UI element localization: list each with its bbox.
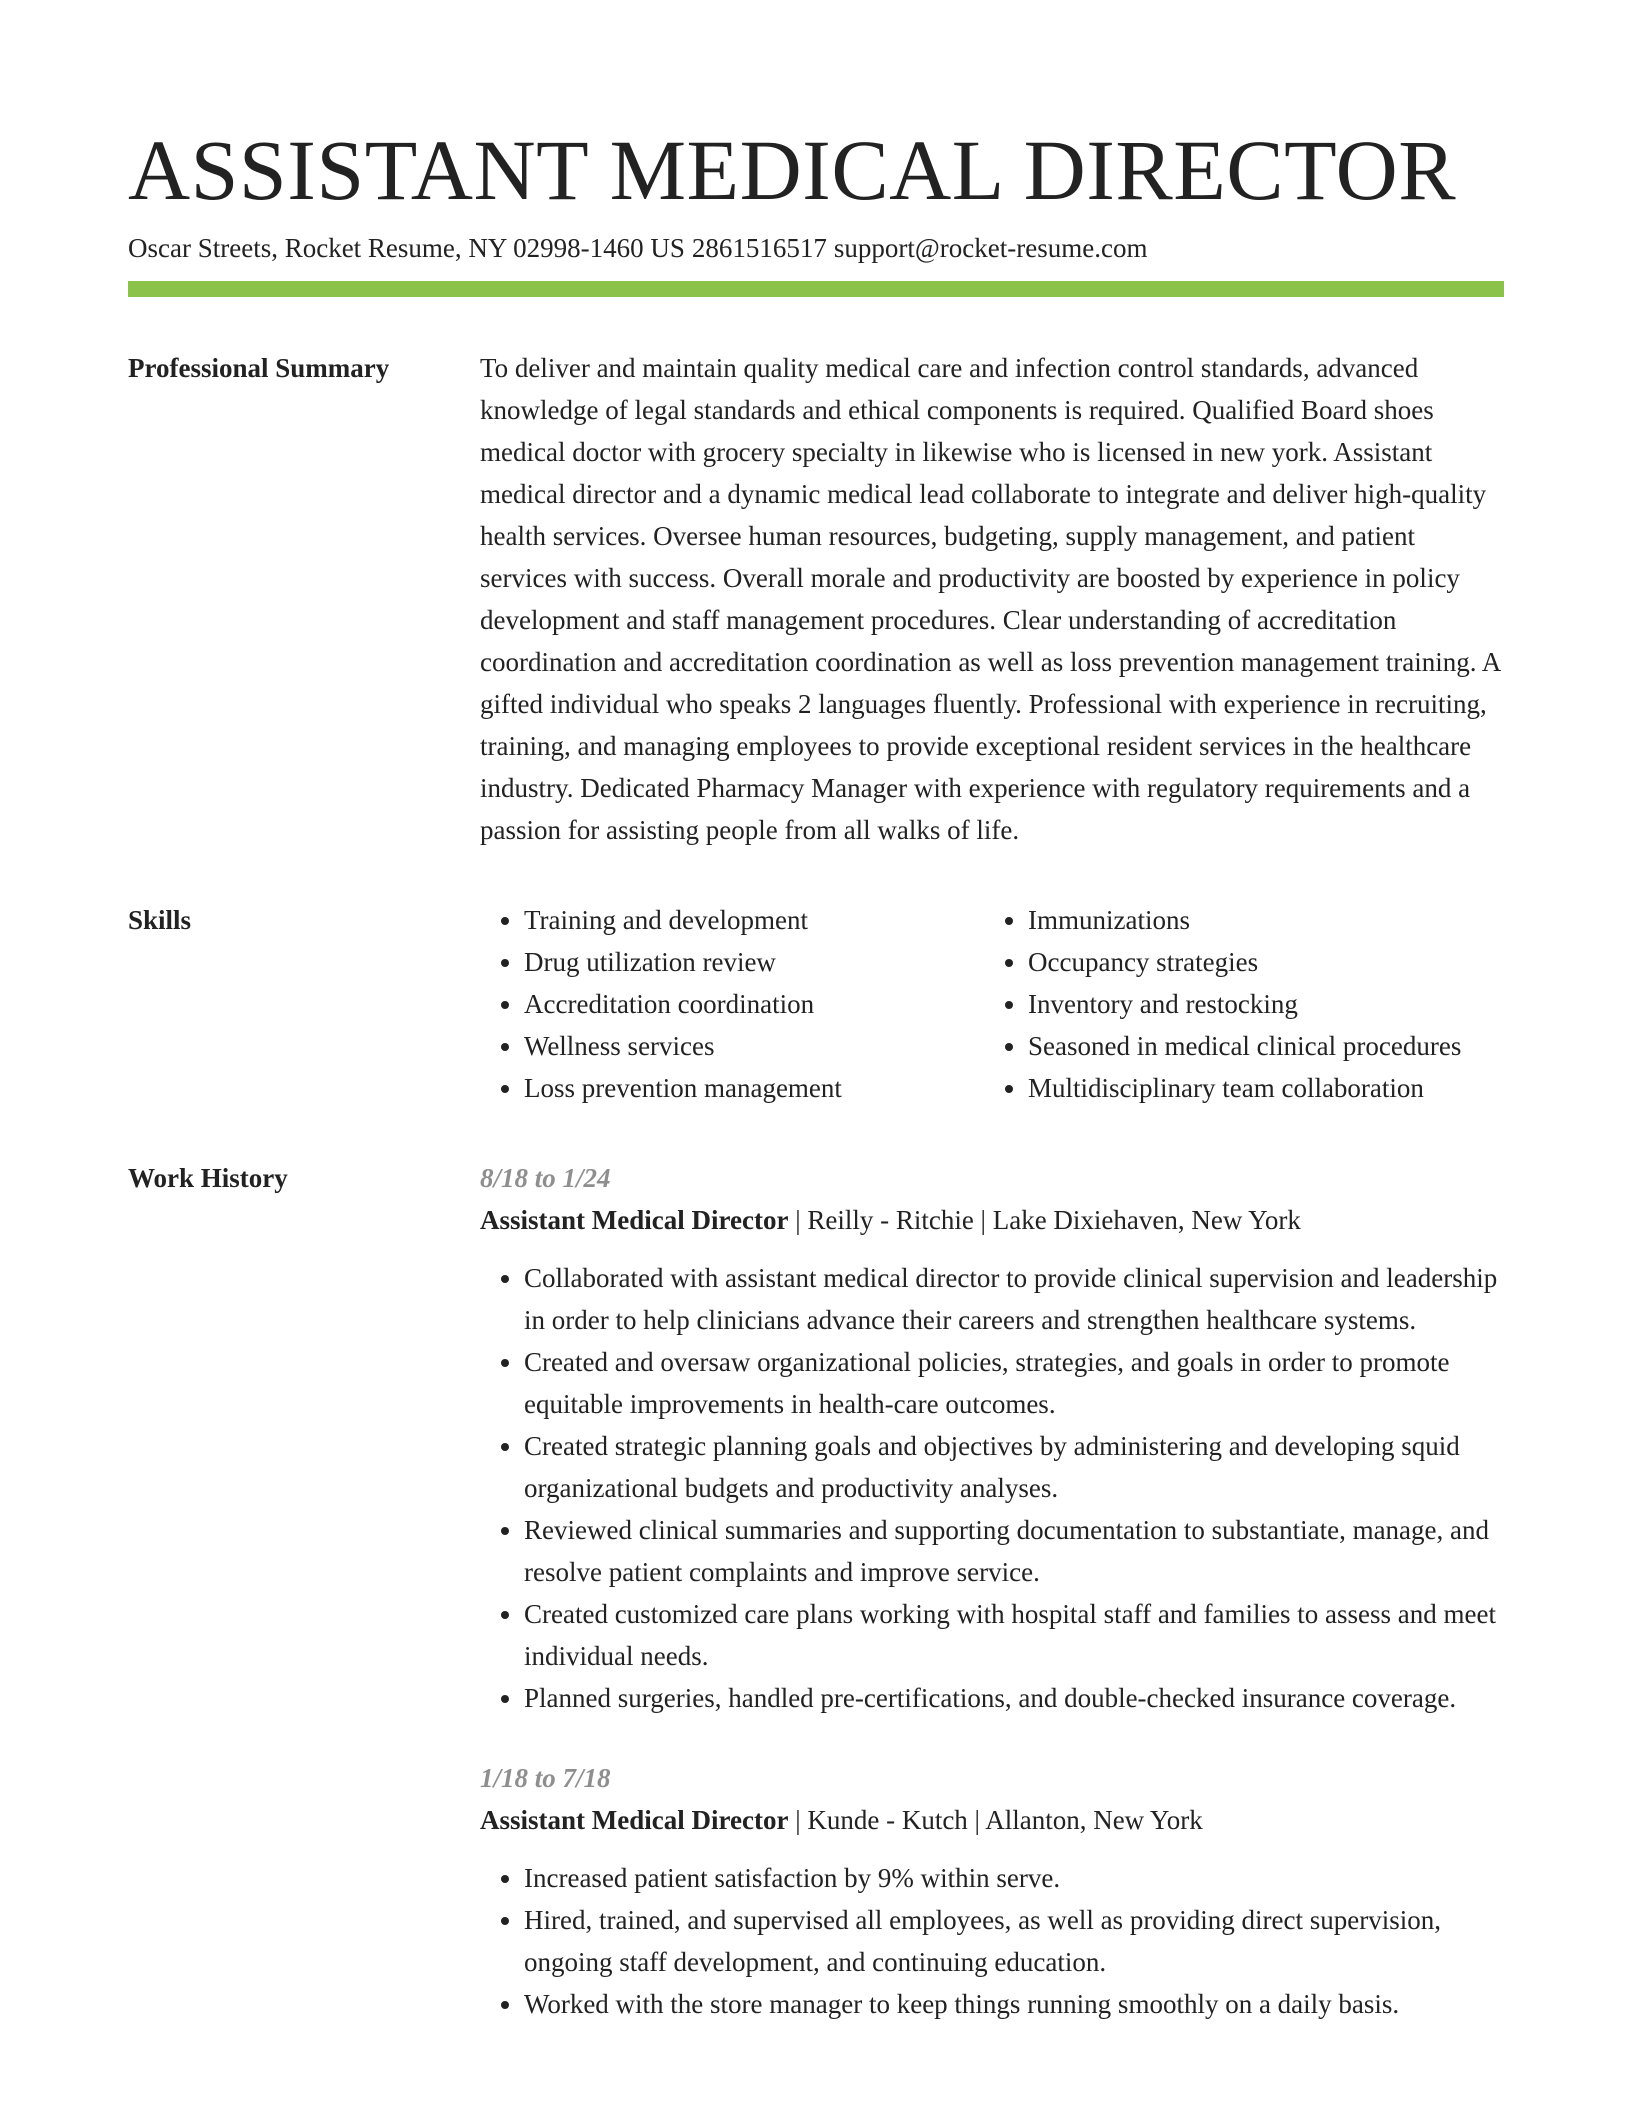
skill-item: • Drug utilization review <box>524 941 984 983</box>
job-details: | Kunde - Kutch | Allanton, New York <box>788 1805 1203 1835</box>
job-entry <box>480 1157 1504 1719</box>
job-bullet: • Planned surgeries, handled pre-certifications, and double-checked insurance coverage. <box>524 1677 1504 1719</box>
resume-name: ASSISTANT MEDICAL DIRECTOR <box>128 122 1457 218</box>
skill-item: • Immunizations <box>1028 899 1461 941</box>
contact-phone: 2861516517 <box>691 233 827 263</box>
skill-item: • Occupancy strategies <box>1028 941 1461 983</box>
skills-section <box>128 899 1504 1109</box>
summary-heading: Professional Summary <box>128 353 390 383</box>
job-title-line <box>480 1199 1504 1241</box>
job-bullet: • Increased patient satisfaction by 9% within serve. <box>524 1857 1504 1899</box>
skill-item: • Wellness services <box>524 1025 984 1067</box>
job-title: Assistant Medical Director <box>480 1805 789 1835</box>
skills-list-right <box>984 899 1461 1109</box>
resume-page <box>128 120 1504 2063</box>
contact-line <box>128 230 1504 266</box>
job-bullets <box>480 1857 1504 2025</box>
accent-divider <box>128 281 1504 297</box>
job-bullet: • Hired, trained, and supervised all employees, as well as providing direct supervision, ongoing staff development, and continuing education. <box>524 1899 1504 1983</box>
skills-list-left <box>480 899 984 1109</box>
contact-address: Oscar Streets, Rocket Resume, NY 02998-1460 US <box>128 233 685 263</box>
job-bullet: • Created strategic planning goals and objectives by administering and developing squid organizational budgets and productivity analyses. <box>524 1425 1504 1509</box>
job-bullet: • Collaborated with assistant medical director to provide clinical supervision and leadership in order to help clinicians advance their careers and strengthen healthcare systems. <box>524 1257 1504 1341</box>
summary-section <box>128 347 1504 851</box>
skill-item: • Accreditation coordination <box>524 983 984 1025</box>
job-bullet: • Created and oversaw organizational policies, strategies, and goals in order to promote equitable improvements in health-care outcomes. <box>524 1341 1504 1425</box>
skill-item: • Inventory and restocking <box>1028 983 1461 1025</box>
work-history-section <box>128 1157 1504 2063</box>
job-title-line <box>480 1799 1504 1841</box>
job-title: Assistant Medical Director <box>480 1205 789 1235</box>
job-entry <box>480 1757 1504 2025</box>
work-history-heading: Work History <box>128 1163 288 1193</box>
job-bullet: • Created customized care plans working with hospital staff and families to assess and meet individual needs. <box>524 1593 1504 1677</box>
job-dates: 1/18 to 7/18 <box>480 1763 611 1793</box>
skill-item: • Training and development <box>524 899 984 941</box>
summary-text: To deliver and maintain quality medical care and infection control standards, advanced knowledge of legal standards and ethical components is required. Qualified Board shoes medical doctor with grocery specialty in likewise who is licensed in new york. Assistant medical director and a dynamic medical lead collaborate to integrate and deliver high-quality health services. Oversee human resources, budgeting, supply management, and patient services with success. Overall morale and productivity are boosted by experience in policy development and staff management procedures. Clear understanding of accreditation coordination and accreditation coordination as well as loss prevention management training. A gifted individual who speaks 2 languages fluently. Professional with experience in recruiting, training, and managing employees to provide exceptional resident services in the healthcare industry. Dedicated Pharmacy Manager with experience with regulatory requirements and a passion for assisting people from all walks of life. <box>480 353 1500 845</box>
job-bullet: • Reviewed clinical summaries and supporting documentation to substantiate, manage, and resolve patient complaints and improve service. <box>524 1509 1504 1593</box>
job-bullets <box>480 1257 1504 1719</box>
contact-email: support@rocket-resume.com <box>833 233 1148 263</box>
skill-item: • Loss prevention management <box>524 1067 984 1109</box>
job-bullet: • Worked with the store manager to keep things running smoothly on a daily basis. <box>524 1983 1504 2025</box>
skills-heading: Skills <box>128 905 192 935</box>
job-details: | Reilly - Ritchie | Lake Dixiehaven, New York <box>788 1205 1301 1235</box>
skill-item: • Multidisciplinary team collaboration <box>1028 1067 1461 1109</box>
skill-item: • Seasoned in medical clinical procedures <box>1028 1025 1461 1067</box>
job-dates: 8/18 to 1/24 <box>480 1163 611 1193</box>
